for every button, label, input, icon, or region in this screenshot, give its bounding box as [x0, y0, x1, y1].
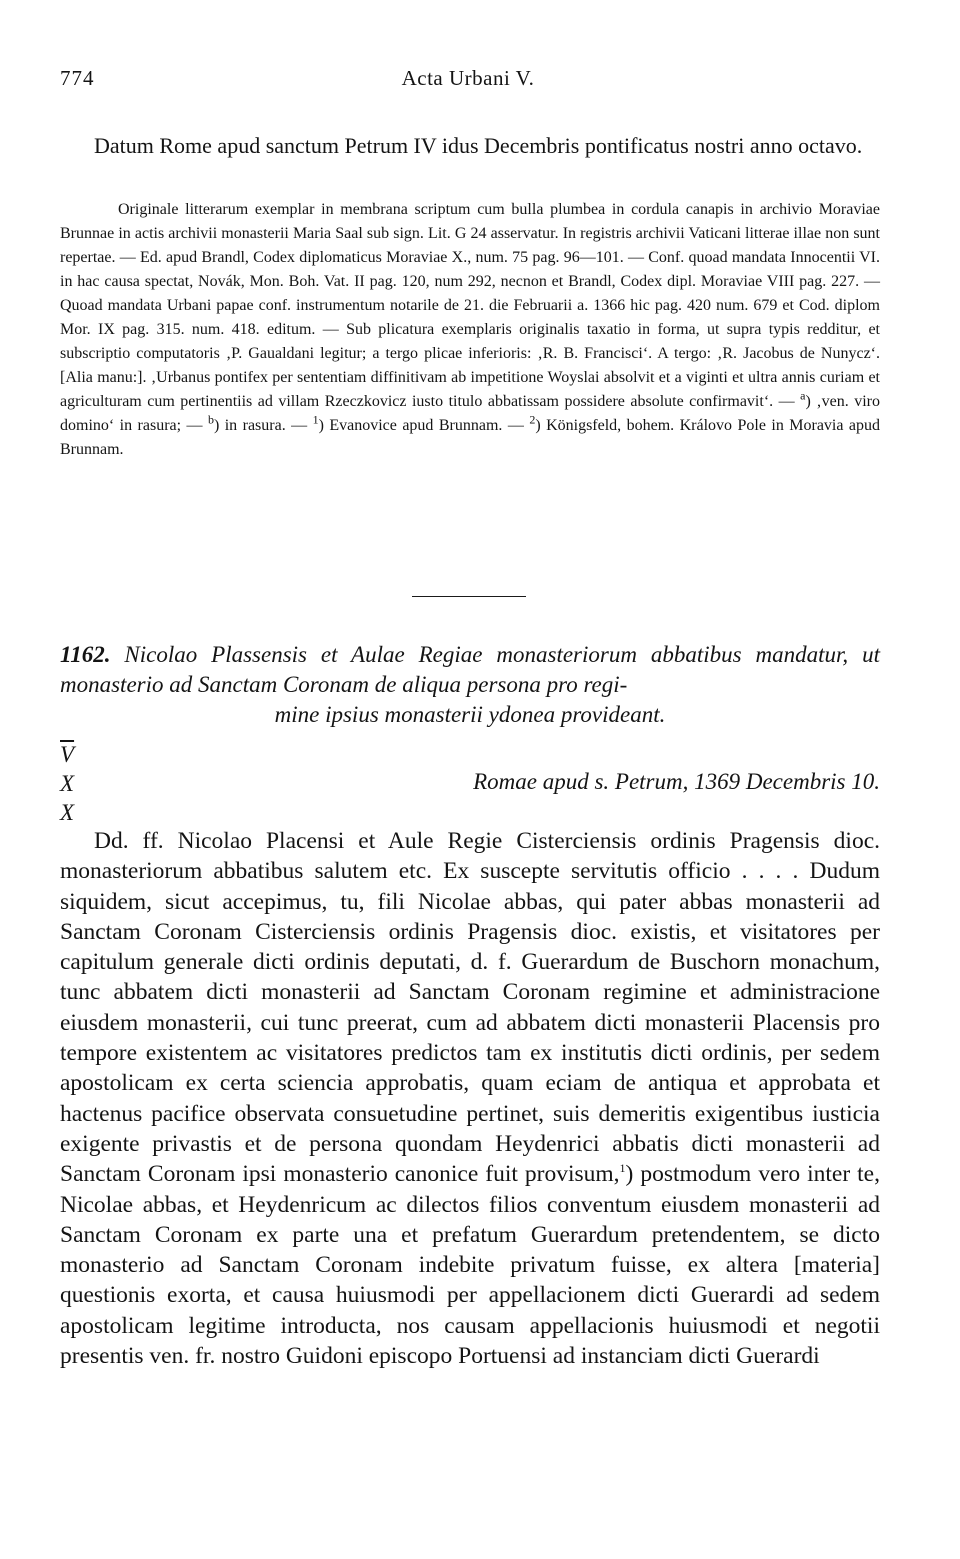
- notes-paragraph: Originale litterarum exemplar in membrana scriptum cum bulla plumbea in cordula canapis in archivio Moraviae Brunnae in actis archivii monasterii Maria Saal sub sign. Lit. G 24 asservatur. In registris archivii Vaticani litterae illae non sunt repertae. — Ed. apud Brandl, Codex diplomaticus Moraviae X., num. 75 pag. 96—101. — Conf. quoad mandata Innocentii VI. in hac causa spectat, Novák, Mon. Boh. Vat. II pag. 120, num 292, necnon et Brandl, Codex dipl. Moraviae VIII pag. 227. — Quoad mandata Urbani papae conf. instrumentum notarile de 21. die Februarii a. 1366 hic pag. 420 num. 679 et Cod. diplom Mor. IX pag. 315. num. 418. editum. — Sub plicatura exemplaris originalis taxatio in forma, ut supra typis redditur, et subscriptio computatoris ‚P. Gaualdani legitur; a tergo plicae inferioris: ‚R. B. Francisci‘. A tergo: ‚R. Jacobus de Nunycz‘. [Alia manu:]. ‚Urbanus pontifex per sententiam diffinitivam ab impetitione Woyslai absolvit et a viginti et ultra annis curiam et agriculturam cum pertinentiis ad villam Rzeczkovicz iusto titulo abbatissam possidere absolute confirmavit‘. — $^a$) ‚ven. viro domino‘ in rasura; — $^b$) in rasura. — $^1$) Evanovice apud Brunnam. — $^2$) Königsfeld, bohem. Královo Pole in Moravia apud Brunnam.: [60, 201, 881, 458]
- document-body: [60, 826, 880, 1371]
- editorial-notes: [60, 198, 880, 462]
- footnote-b-text: in rasura. —: [219, 417, 313, 434]
- footnote-a-text: ‚ven. viro domino‘ in rasura; —: [60, 393, 881, 434]
- page-number: 774: [60, 66, 95, 90]
- page-header: [60, 66, 876, 98]
- notes-text: Originale litterarum exemplar in membrana scriptum cum bulla plumbea in cordula canapis in archivio Moraviae Brunnae in actis archivii monasterii Maria Saal sub sign. Lit. G 24 asservatur. In registris archivii Vaticani litterae illae non sunt repertae. — Ed. apud Brandl, Codex diplomaticus Moraviae X., num. 75 pag. 96—101. — Conf. quoad mandata Innocentii VI. in hac causa spectat, Novák, Mon. Boh. Vat. II pag. 120, num 292, necnon et Brandl, Codex dipl. Moraviae VIII pag. 227. — Quoad mandata Urbani papae conf. instrumentum notarile de 21. die Februarii a. 1366 hic pag. 420 num. 679 et Cod. diplom Mor. IX pag. 315. num. 418. editum. — Sub plicatura exemplaris originalis taxatio in forma, ut supra typis redditur, et subscriptio computatoris ‚P. Gaualdani legitur; a tergo plicae inferioris: ‚R. B. Francisci‘. A tergo: ‚R. Jacobus de Nunycz‘. [Alia manu:]. ‚Urbanus pontifex per sententiam diffinitivam ab impetitione Woyslai absolvit et a viginti et ultra annis curiam et agriculturam cum pertinentiis ad villam Rzeczkovicz iusto titulo abbatissam possidere absolute confirmavit‘. —: [60, 201, 880, 410]
- pontifical-year-line-2: X: [60, 771, 75, 796]
- entry-summary-last-line: mine ipsius monasterii ydonea provideant.: [274, 702, 666, 727]
- footnote-1-text: Evanovice apud Brunnam. —: [323, 417, 530, 434]
- footnote-2-mark: 2: [529, 412, 536, 427]
- footnote-1-mark: 1: [312, 412, 319, 427]
- entry-number: 1162.: [60, 642, 111, 667]
- footnote-2-text: Königsfeld, bohem. Královo Pole in Moravia apud Brunnam.: [60, 417, 881, 458]
- body-paragraph: [60, 826, 880, 1371]
- pontifical-year-line-1: $\overline{V}$: [60, 742, 75, 767]
- date-place: Romae apud s. Petrum, 1369 Decembris 10.: [473, 769, 880, 794]
- section-divider: [412, 596, 526, 597]
- pontifical-year-line-3: X: [60, 800, 75, 825]
- pontifical-year-marker: [60, 740, 100, 827]
- running-title: Acta Urbani V.: [401, 66, 535, 90]
- body-text-part-2: ) postmodum vero inter te, Nicolae abbas, et Heydenricum ac dilectos filios conventum eiusdem monasterii ad Sanctam Coronam ex parte una et prefatum Guerardum pretendentem, se dicto monasterio ad Sanctam Coronam indebite privatum fuisse, ex altera [materia] questionis exorta, et causa huiusmodi per appellacionem dicti Guerardi ad sedem apostolicam legitime introducta, nos causam appellacionis huiusmodi et negotii presentis ven. fr. nostro Guidoni episcopo Portuensi ad instanciam dicti Guerardi: [60, 1161, 880, 1370]
- entry-heading: [60, 640, 880, 730]
- body-text-part-1: Dd. ff. Nicolao Placensi et Aule Regie Cisterciensis ordinis Pragensis dioc. monasteriorum abbatibus salutem etc. Ex suscepte servitutis officio . . . . Dudum siquidem, sicut accepimus, tu, fili Nicolae abbas, qui pater abbas monasterii ad Sanctam Coronam Cisterciensis ordinis Pragensis dioc. existis, et visitatores per capitulum generale dicti ordinis deputati, d. f. Guerardum de Buschorn monachum, tunc abbatem dicti monasterii ad Sanctam Coronam regimine et administracione eiusdem monasterii, cui tunc preerat, cum ad abbatem dicti monasterii Placensis pro tempore existentem ac visitatores predictos tam ex institutis dicti ordinis, per sedem apostolicam ex certa sciencia approbatis, quam eciam de antiqua et approbata et hactenus pacifice observata consuetudine pertinet, suis demeritis exigentibus iusticia exigente privastis et de persona quondam Heydenrici abbatis dicti monasterii ad Sanctam Coronam ipsi monasterio canonice fuit provisum,: [60, 828, 880, 1188]
- footnote-b-mark: b: [207, 412, 214, 427]
- dating-clause: Datum Rome apud sanctum Petrum IV idus Decembris pontificatus nostri anno octavo.: [94, 133, 863, 158]
- entry-summary: Nicolao Plassensis et Aulae Regiae monasteriorum abbatibus mandatur, ut monasterio ad Sanctam Coronam de aliqua persona pro regi-: [60, 642, 880, 697]
- body-footnote-mark: 1: [619, 1161, 626, 1176]
- footnote-a-mark: a: [800, 388, 806, 403]
